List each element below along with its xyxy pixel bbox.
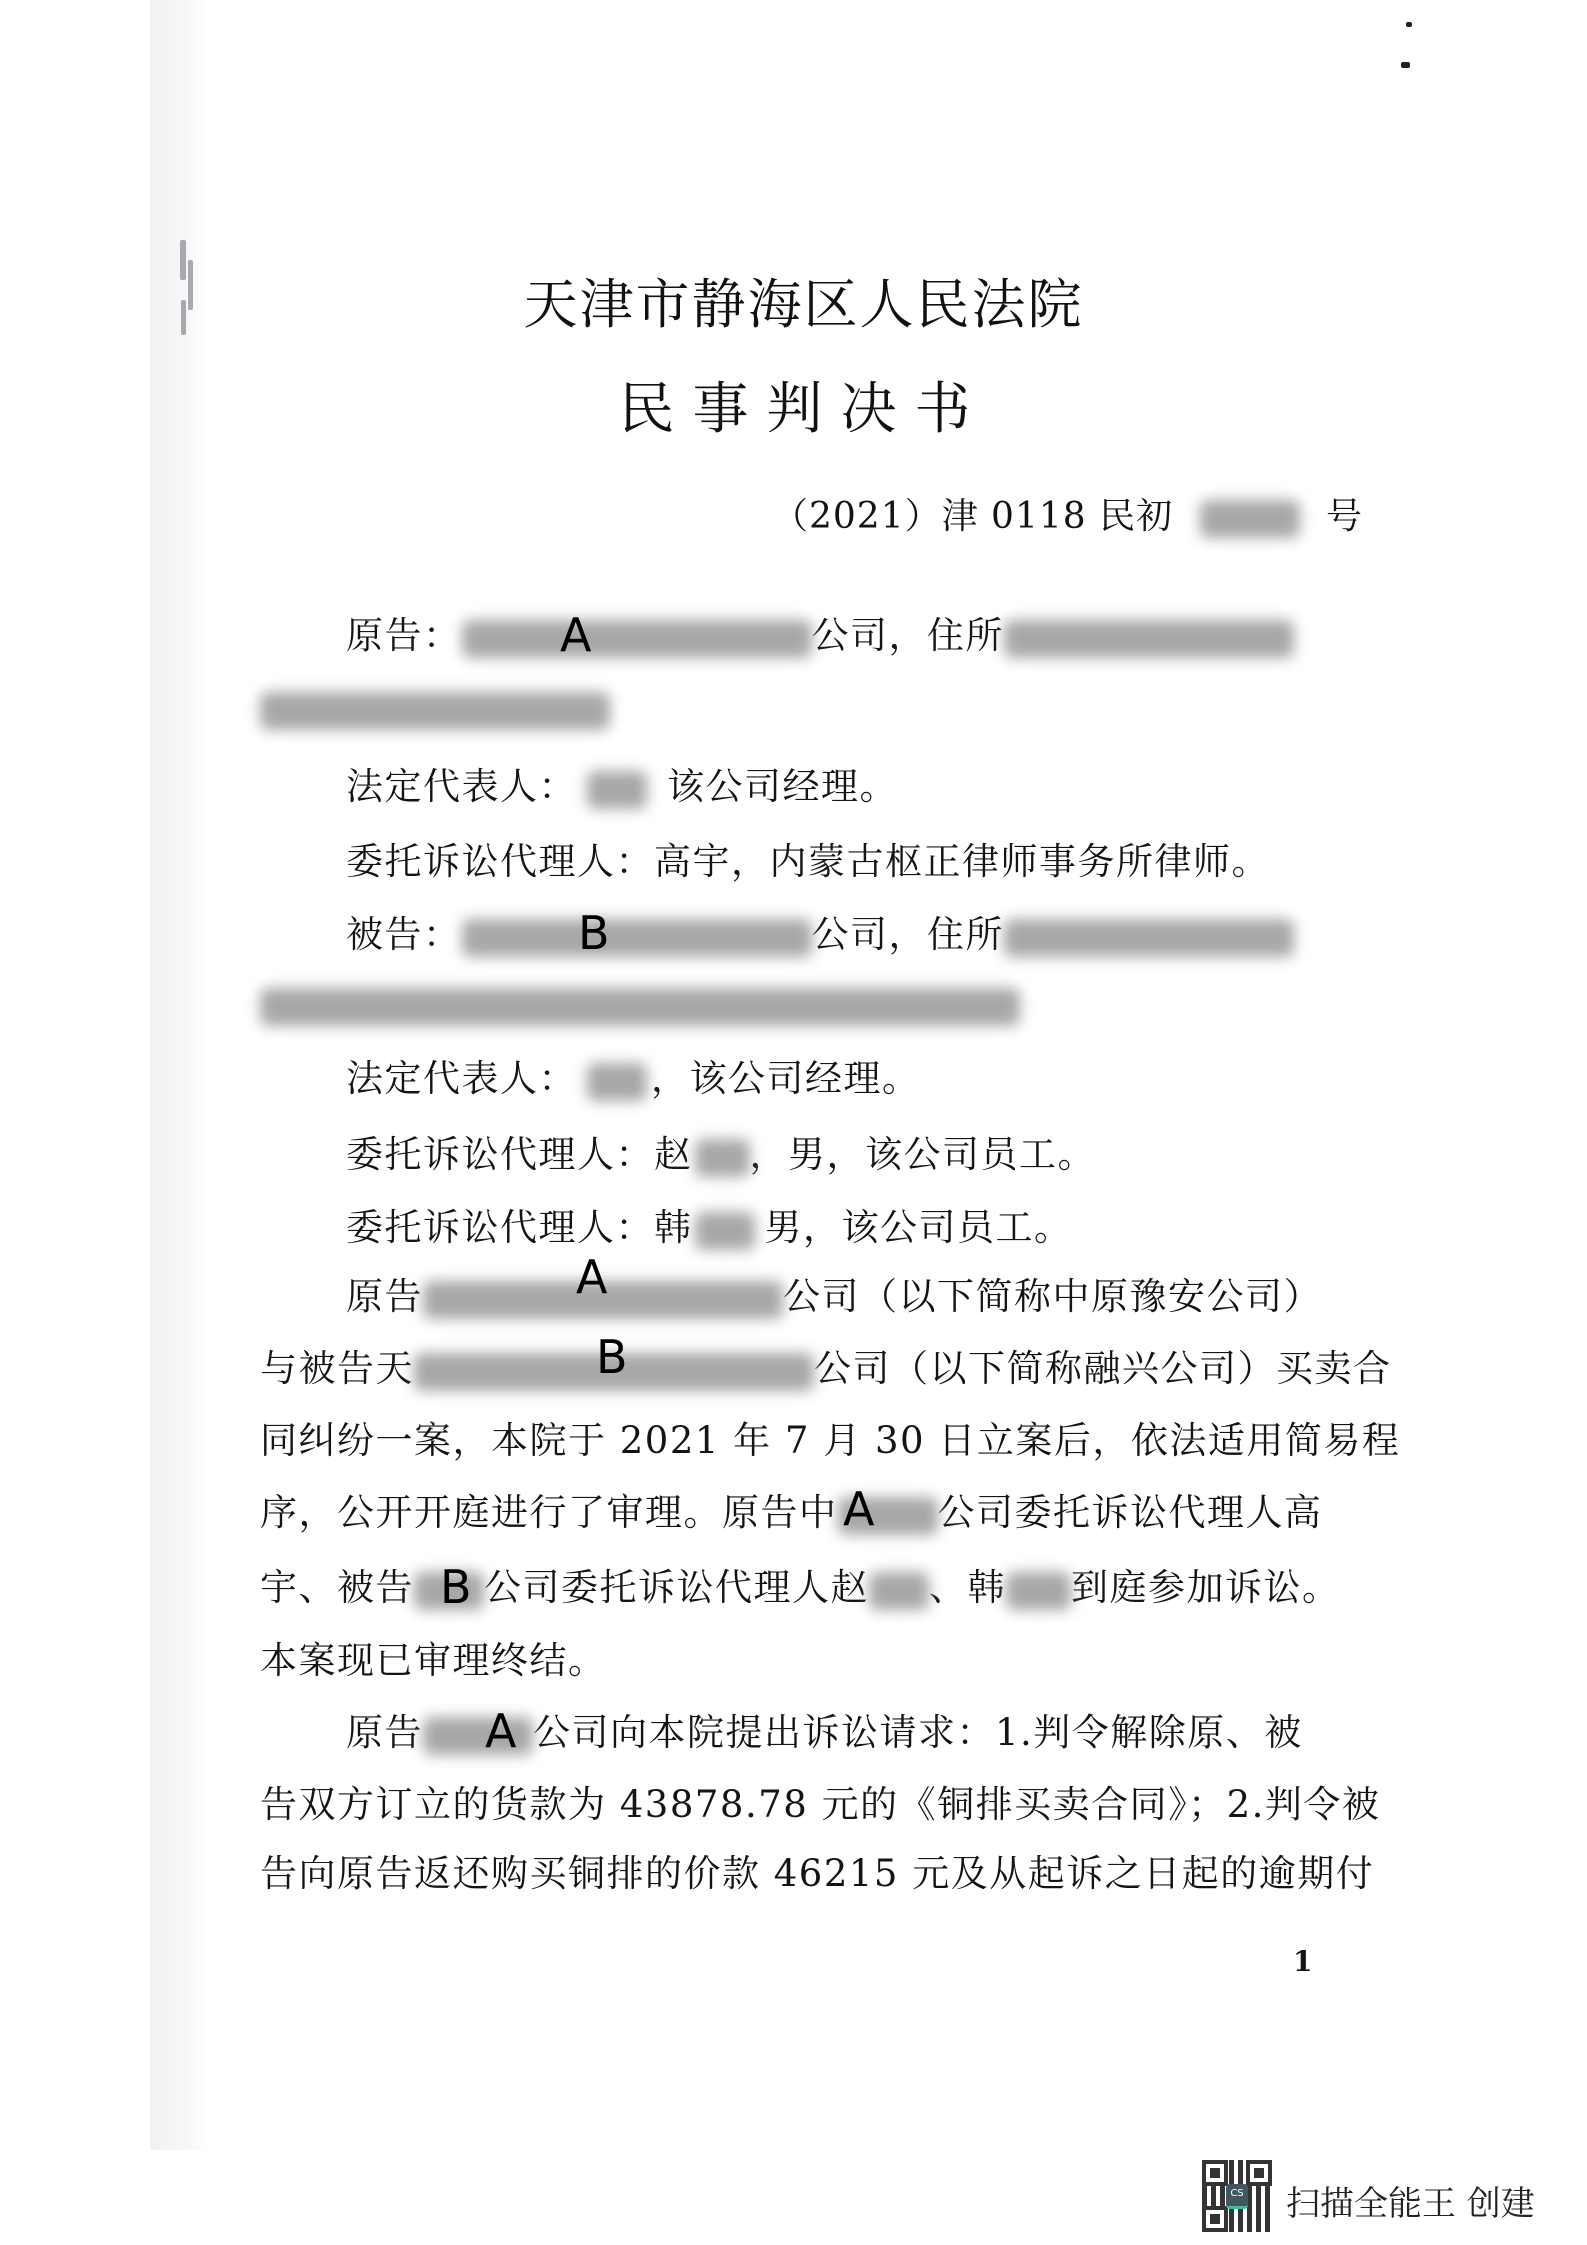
document-type: 民事判决书 [618, 377, 989, 442]
defendant-legal-rep: 法定代表人： ，该公司经理。 [346, 1057, 921, 1100]
scan-corner-mark [1406, 22, 1412, 27]
body-line: 告双方订立的货款为 43878.78 元的《铜排买卖合同》；2.判令被 [260, 1783, 1381, 1826]
watermark-text: 扫描全能王 创建 [1286, 2184, 1535, 2224]
scan-corner-mark [1401, 62, 1410, 68]
redacted-address [260, 692, 610, 730]
redaction-mark-a: A [485, 1704, 517, 1758]
defendant-address-cont [260, 985, 1020, 1026]
redaction-mark-b: B [596, 1330, 628, 1384]
body-line: 原告 公司向本院提出诉讼请求：1.判令解除原、被 [346, 1711, 1303, 1754]
defendant-agent-1: 委托诉讼代理人：赵 ，男，该公司员工。 [346, 1133, 1096, 1176]
case-number-suffix: 号 [1326, 496, 1364, 537]
body-line: 告向原告返还购买铜排的价款 46215 元及从起诉之日起的逾期付 [260, 1852, 1375, 1895]
plaintiff-line: 原告： 公司，住所 [346, 617, 1294, 658]
redacted-plaintiff-address [1004, 620, 1294, 658]
redaction-mark-a: A [843, 1482, 875, 1536]
plaintiff-agent: 委托诉讼代理人：高宇，内蒙古枢正律师事务所律师。 [346, 840, 1270, 883]
redacted-defendant-address [1004, 919, 1294, 957]
body-line: 本案现已审理终结。 [260, 1639, 607, 1682]
redacted-case-number [1200, 500, 1300, 538]
body-line: 同纠纷一案，本院于 2021 年 7 月 30 日立案后，依法适用简易程 [260, 1419, 1401, 1462]
defendant-agent-2: 委托诉讼代理人：韩 男，该公司员工。 [346, 1206, 1073, 1249]
redaction-mark-a: A [576, 1250, 608, 1304]
redacted-name [587, 771, 647, 809]
body-line: 原告 公司（以下简称中原豫安公司） [346, 1275, 1322, 1318]
redacted-name [695, 1212, 755, 1250]
case-number-prefix: （2021）津 0118 民初 [772, 496, 1174, 537]
camscanner-logo-icon: CS [1226, 2184, 1248, 2209]
redaction-mark-b: B [440, 1560, 472, 1614]
redacted-name [587, 1063, 647, 1101]
page-number: 1 [1293, 1945, 1313, 1978]
body-line: 宇、被告 公司委托诉讼代理人赵 、韩 到庭参加诉讼。 [260, 1566, 1341, 1609]
redacted-name [1006, 1572, 1071, 1610]
redaction-mark-a: A [560, 608, 592, 662]
redacted-plaintiff-name [423, 1717, 533, 1755]
plaintiff-address-cont [260, 689, 610, 730]
body-line: 序，公开开庭进行了审理。原告中 公司委托诉讼代理人高 [260, 1491, 1323, 1534]
plaintiff-legal-rep: 法定代表人： 该公司经理。 [346, 765, 898, 808]
redacted-defendant-name [462, 919, 812, 957]
redacted-address [260, 988, 1020, 1026]
defendant-line: 被告： 公司，住所 [346, 916, 1294, 957]
case-number [772, 488, 1363, 539]
redacted-name [695, 1139, 750, 1177]
redacted-plaintiff-name [462, 620, 812, 658]
qr-code-icon [1202, 2160, 1272, 2232]
court-name: 天津市静海区人民法院 [523, 273, 1084, 336]
redacted-name [869, 1572, 929, 1610]
redaction-mark-b: B [578, 906, 610, 960]
body-line: 与被告天 公司（以下简称融兴公司）买卖合 [260, 1347, 1392, 1390]
